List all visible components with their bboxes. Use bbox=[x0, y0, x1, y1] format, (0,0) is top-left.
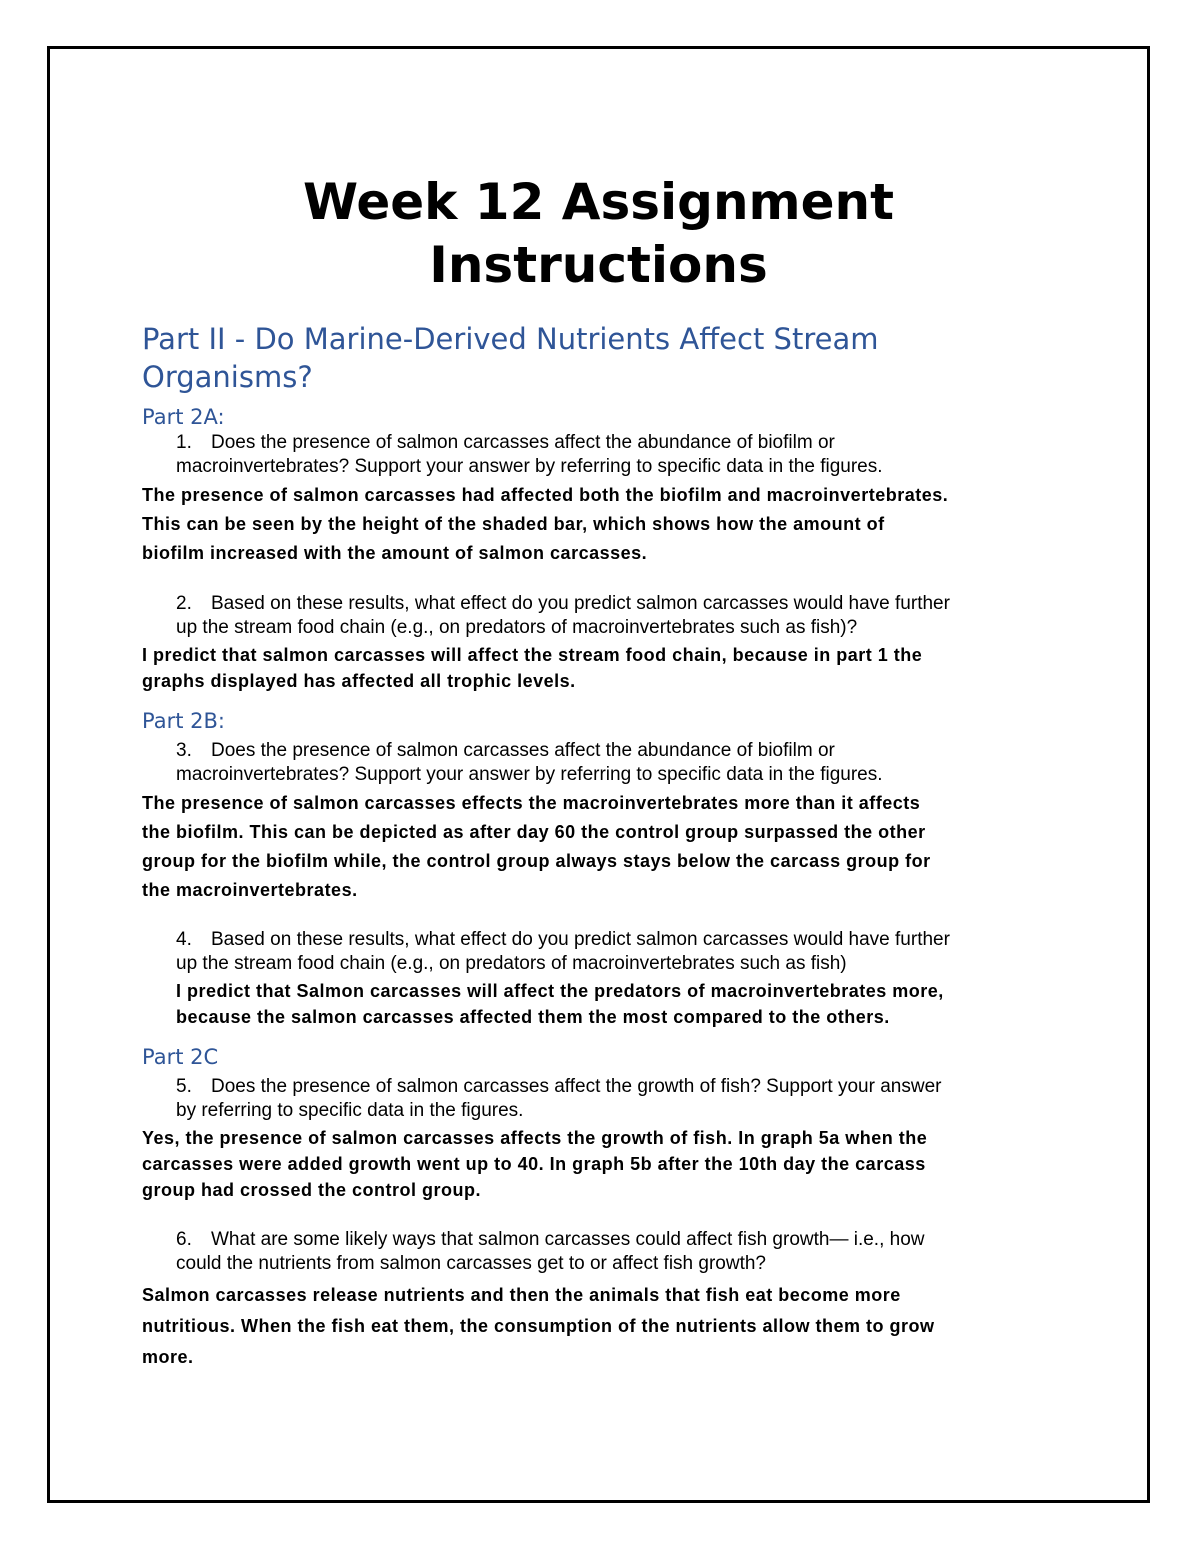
answer-text-line: the biofilm. This can be depicted as after day 60 the control group surpassed the other bbox=[142, 822, 926, 842]
document-title-line-1: Week 12 Assignment bbox=[302, 173, 895, 231]
question-4 bbox=[176, 928, 1076, 976]
answer-text-line: The presence of salmon carcasses effects the macroinvertebrates more than it affects bbox=[142, 793, 921, 813]
answer-text-line: group for the biofilm while, the control group always stays below the carcass group for bbox=[142, 851, 931, 871]
question-number: 2. bbox=[176, 593, 192, 614]
answer-text-line: group had crossed the control group. bbox=[142, 1180, 482, 1200]
answer-text-line: the macroinvertebrates. bbox=[142, 880, 358, 900]
answer-3 bbox=[142, 789, 931, 905]
answer-text-line: graphs displayed has affected all trophic levels. bbox=[142, 671, 576, 691]
question-text-line: up the stream food chain (e.g., on predators of macroinvertebrates such as fish)? bbox=[176, 617, 858, 638]
answer-5 bbox=[142, 1125, 927, 1203]
answer-text-line: I predict that salmon carcasses will affect the stream food chain, because in part 1 the bbox=[142, 645, 923, 665]
question-number: 4. bbox=[176, 929, 192, 950]
answer-text-line: Yes, the presence of salmon carcasses affects the growth of fish. In graph 5a when the bbox=[142, 1128, 928, 1148]
question-text-line: by referring to specific data in the figures. bbox=[176, 1100, 524, 1121]
answer-text-line: This can be seen by the height of the shaded bar, which shows how the amount of bbox=[142, 514, 885, 534]
answer-6 bbox=[142, 1280, 935, 1373]
question-text-line: What are some likely ways that salmon carcasses could affect fish growth— i.e., how bbox=[211, 1229, 925, 1250]
question-1 bbox=[176, 431, 1076, 479]
question-text-line: Based on these results, what effect do you predict salmon carcasses would have further bbox=[211, 593, 950, 614]
question-5 bbox=[176, 1075, 1076, 1123]
answer-text-line: I predict that Salmon carcasses will affect the predators of macroinvertebrates more, bbox=[176, 981, 944, 1001]
answer-text-line: more. bbox=[142, 1347, 194, 1367]
question-6 bbox=[176, 1228, 1076, 1276]
part-2b-heading: Part 2B: bbox=[142, 709, 225, 733]
part-2c-heading: Part 2C bbox=[142, 1045, 219, 1069]
answer-text-line: Salmon carcasses release nutrients and then the animals that fish eat become more bbox=[142, 1285, 901, 1305]
answer-text-line: nutritious. When the fish eat them, the consumption of the nutrients allow them to grow bbox=[142, 1316, 935, 1336]
answer-text-line: carcasses were added growth went up to 40. In graph 5b after the 10th day the carcass bbox=[142, 1154, 926, 1174]
question-2 bbox=[176, 592, 1076, 640]
answer-text-line: because the salmon carcasses affected them the most compared to the others. bbox=[176, 1007, 890, 1027]
part-2-heading-line-1: Part II - Do Marine-Derived Nutrients Affect Stream bbox=[142, 322, 879, 356]
question-text-line: could the nutrients from salmon carcasses get to or affect fish growth? bbox=[176, 1253, 766, 1274]
question-number: 6. bbox=[176, 1229, 192, 1250]
question-text-line: macroinvertebrates? Support your answer by referring to specific data in the figures. bbox=[176, 764, 883, 785]
question-number: 1. bbox=[176, 432, 192, 453]
question-text-line: Does the presence of salmon carcasses affect the abundance of biofilm or bbox=[211, 740, 835, 761]
question-3 bbox=[176, 739, 1076, 787]
answer-text-line: The presence of salmon carcasses had affected both the biofilm and macroinvertebrates. bbox=[142, 485, 949, 505]
question-number: 3. bbox=[176, 740, 192, 761]
answer-1 bbox=[142, 481, 948, 568]
question-text-line: Does the presence of salmon carcasses affect the growth of fish? Support your answer bbox=[211, 1076, 942, 1097]
question-text-line: up the stream food chain (e.g., on predators of macroinvertebrates such as fish) bbox=[176, 953, 847, 974]
question-text-line: Does the presence of salmon carcasses affect the abundance of biofilm or bbox=[211, 432, 835, 453]
document-title-line-2: Instructions bbox=[429, 236, 768, 294]
question-text-line: Based on these results, what effect do you predict salmon carcasses would have further bbox=[211, 929, 950, 950]
question-text-line: macroinvertebrates? Support your answer by referring to specific data in the figures. bbox=[176, 456, 883, 477]
part-2a-heading: Part 2A: bbox=[142, 405, 225, 429]
answer-4 bbox=[176, 978, 944, 1030]
part-2-heading-line-2: Organisms? bbox=[142, 360, 313, 394]
answer-2 bbox=[142, 642, 922, 694]
answer-text-line: biofilm increased with the amount of salmon carcasses. bbox=[142, 543, 648, 563]
question-number: 5. bbox=[176, 1076, 192, 1097]
